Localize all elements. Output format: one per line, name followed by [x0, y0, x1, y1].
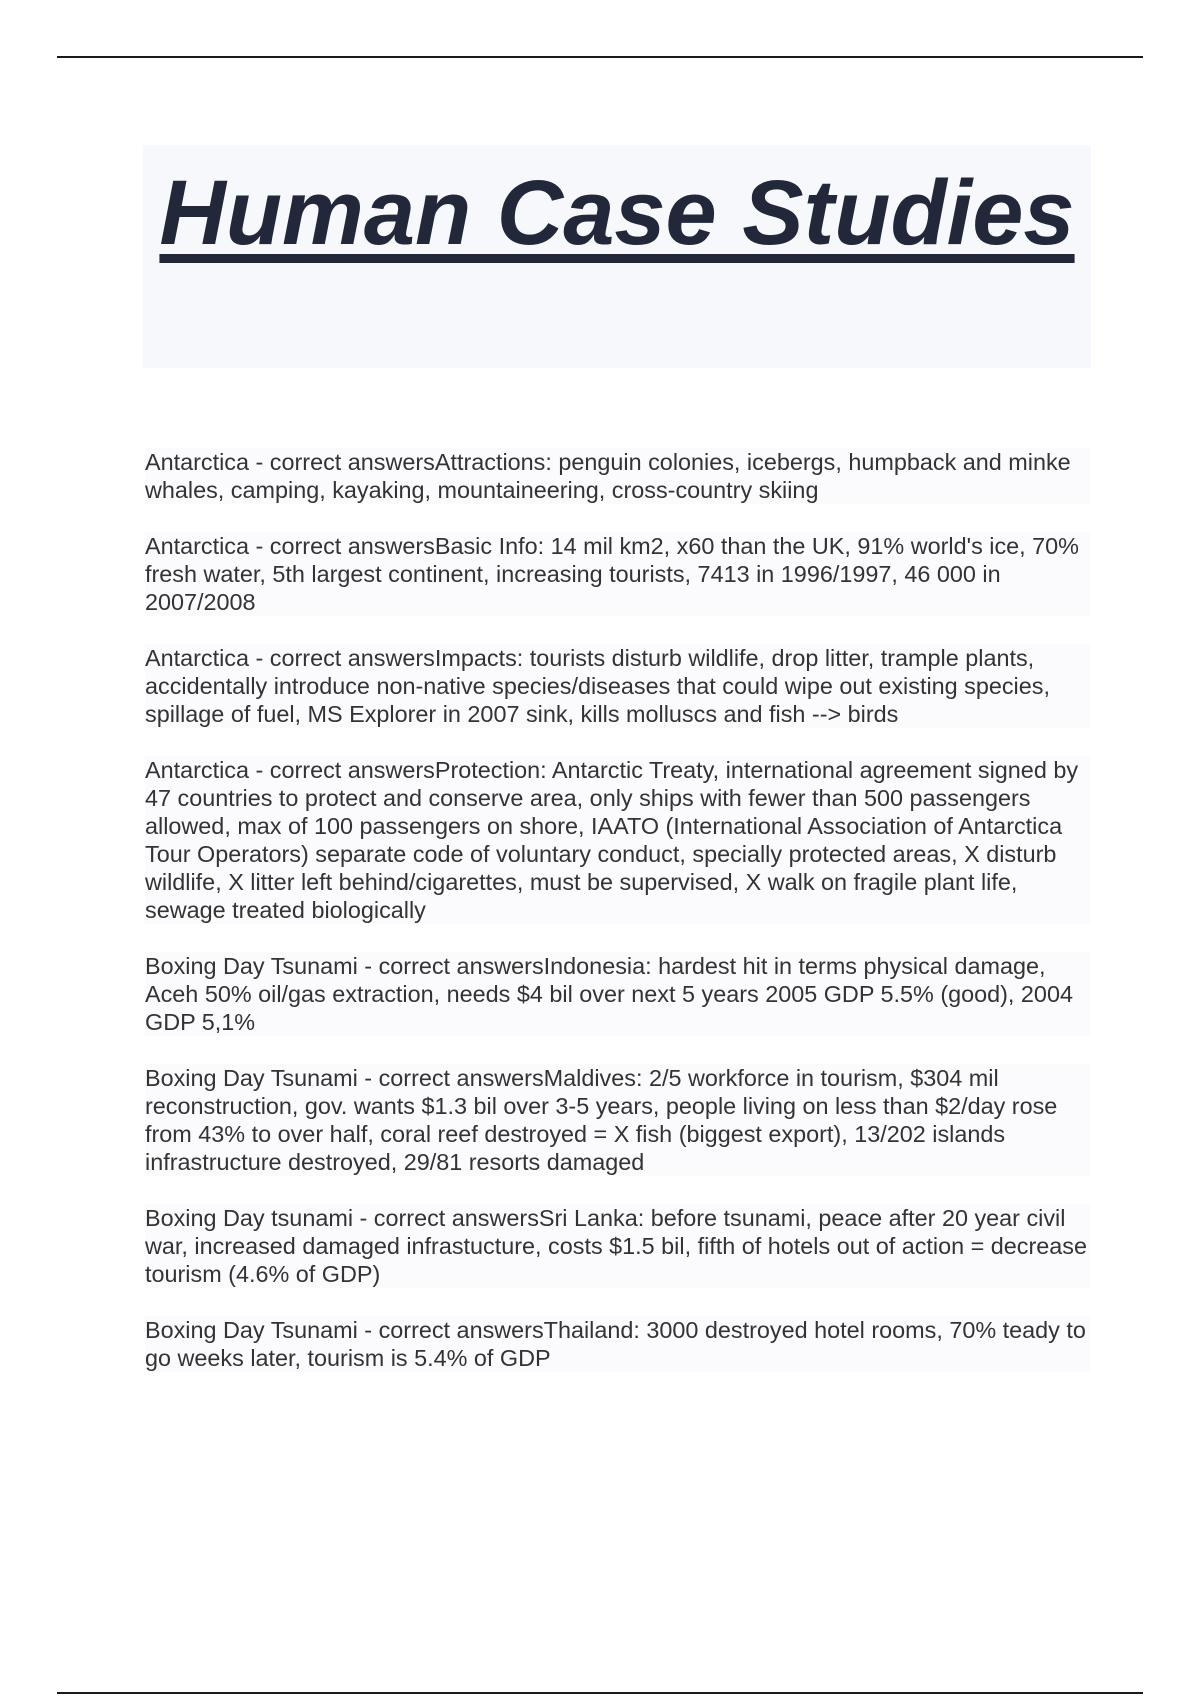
entry-tsunami-indonesia: Boxing Day Tsunami - correct answersIndonesia: hardest hit in terms physical damage, Aceh 50% oil/gas extraction, needs $4 bil over next 5 years 2005 GDP 5.5% (good), 2004 GDP 5,1% — [145, 952, 1090, 1036]
entry-list — [145, 448, 1090, 1400]
page-title: Human Case Studies — [159, 162, 1075, 264]
entry-antarctica-impacts: Antarctica - correct answersImpacts: tourists disturb wildlife, drop litter, trample plants, accidentally introduce non-native species/diseases that could wipe out existing species, spillage of fuel, MS Explorer in 2007 sink, kills molluscs and fish --> birds — [145, 644, 1090, 728]
entry-tsunami-sri-lanka: Boxing Day tsunami - correct answersSri Lanka: before tsunami, peace after 20 year civil war, increased damaged infrastucture, costs $1.5 bil, fifth of hotels out of action = decrease tourism (4.6% of GDP) — [145, 1204, 1090, 1288]
entry-tsunami-maldives: Boxing Day Tsunami - correct answersMaldives: 2/5 workforce in tourism, $304 mil reconstruction, gov. wants $1.3 bil over 3-5 years, people living on less than $2/day rose from 43% to over half, coral reef destroyed = X fish (biggest export), 13/202 islands infrastructure destroyed, 29/81 resorts damaged — [145, 1064, 1090, 1176]
entry-antarctica-attractions: Antarctica - correct answersAttractions: penguin colonies, icebergs, humpback and minke whales, camping, kayaking, mountaineering, cross-country skiing — [145, 448, 1090, 504]
bottom-divider — [57, 1692, 1143, 1694]
entry-antarctica-protection: Antarctica - correct answersProtection: Antarctic Treaty, international agreement signed by 47 countries to protect and conserve area, only ships with fewer than 500 passengers allowed, max of 100 passengers on shore, IAATO (International Association of Antarctica Tour Operators) separate code of voluntary conduct, specially protected areas, X disturb wildlife, X litter left behind/cigarettes, must be supervised, X walk on fragile plant life, sewage treated biologically — [145, 756, 1090, 924]
title-banner — [143, 145, 1091, 368]
top-divider — [57, 56, 1143, 58]
entry-antarctica-basic-info: Antarctica - correct answersBasic Info: 14 mil km2, x60 than the UK, 91% world's ice, 70% fresh water, 5th largest continent, increasing tourists, 7413 in 1996/1997, 46 000 in 2007/2008 — [145, 532, 1090, 616]
entry-tsunami-thailand: Boxing Day Tsunami - correct answersThailand: 3000 destroyed hotel rooms, 70% teady to go weeks later, tourism is 5.4% of GDP — [145, 1316, 1090, 1372]
